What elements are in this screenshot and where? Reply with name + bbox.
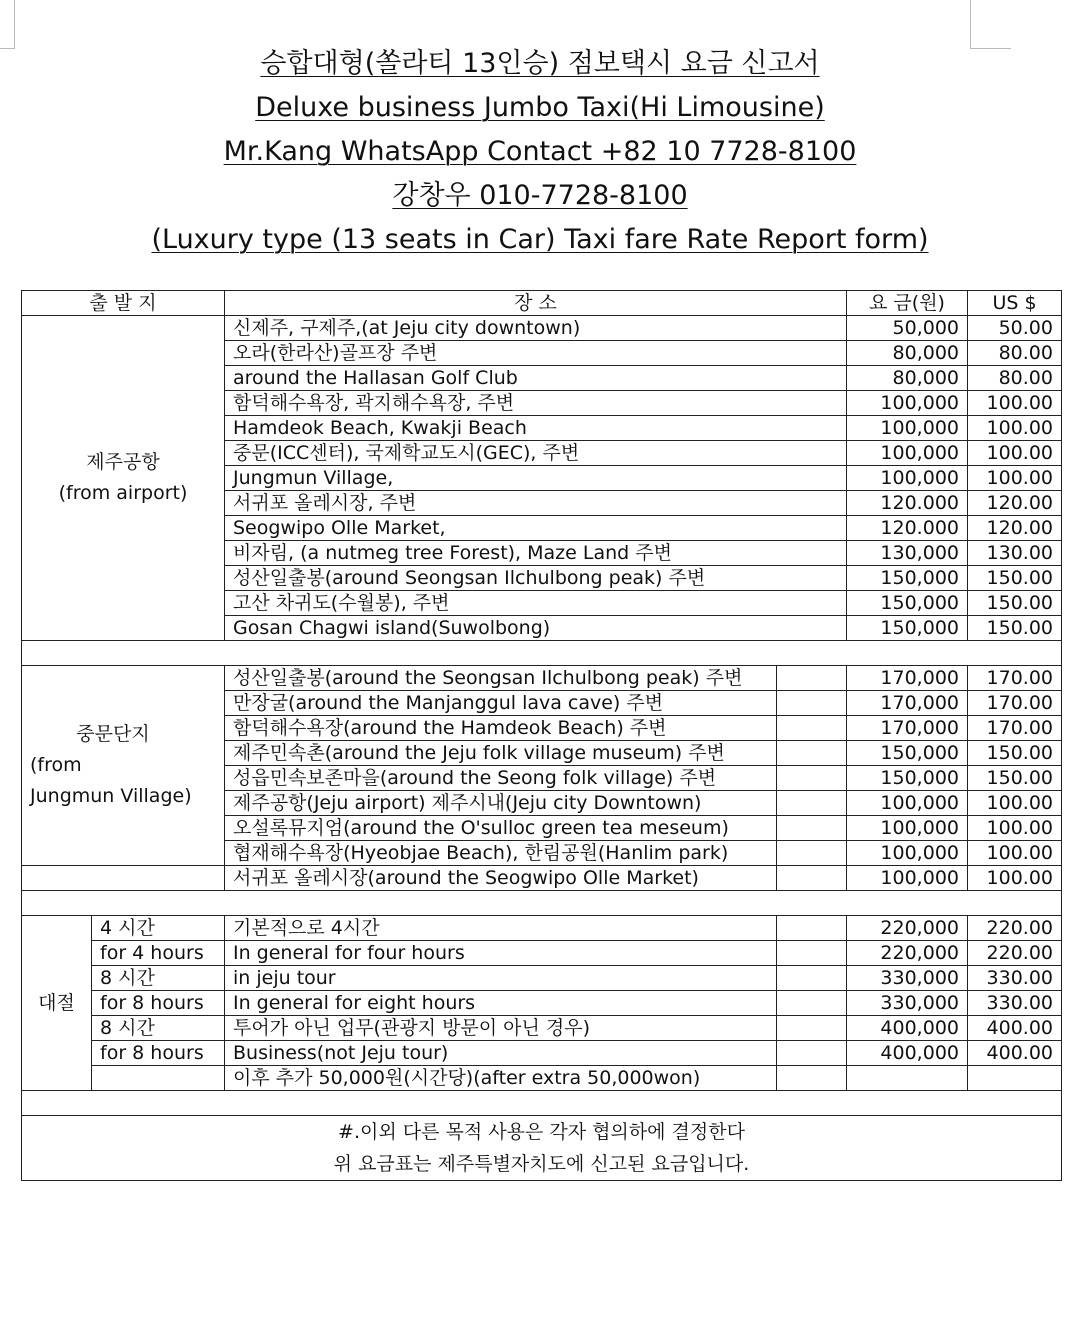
place-cell: Gosan Chagwi island(Suwolbong) <box>225 616 847 641</box>
won-cell: 100,000 <box>847 866 968 891</box>
notes-row <box>22 1116 1062 1181</box>
duration-cell: for 8 hours <box>92 1041 225 1066</box>
duration-cell: 4 시간 <box>92 916 225 941</box>
title-subtitle: (Luxury type (13 seats in Car) Taxi fare Rate Report form) <box>151 224 929 255</box>
won-cell: 170,000 <box>847 691 968 716</box>
usd-cell: 80.00 <box>968 341 1062 366</box>
won-cell: 100,000 <box>847 391 968 416</box>
won-cell: 220,000 <box>847 916 968 941</box>
won-cell: 170,000 <box>847 716 968 741</box>
description-cell: in jeju tour <box>225 966 777 991</box>
usd-cell: 170.00 <box>968 691 1062 716</box>
won-cell: 120.000 <box>847 516 968 541</box>
empty-cell <box>847 1066 968 1091</box>
empty-cell <box>777 941 847 966</box>
place-cell: 협재해수욕장(Hyeobjae Beach), 한림공원(Hanlim park) <box>225 841 777 866</box>
place-cell: 제주공항(Jeju airport) 제주시내(Jeju city Downtown) <box>225 791 777 816</box>
won-cell: 100,000 <box>847 791 968 816</box>
usd-cell: 330.00 <box>968 991 1062 1016</box>
place-cell: 만장굴(around the Manjanggul lava cave) 주변 <box>225 691 777 716</box>
won-cell: 100,000 <box>847 466 968 491</box>
table-row <box>22 316 1062 341</box>
origin-airport: 제주공항 (from airport) <box>22 316 225 641</box>
usd-cell: 220.00 <box>968 941 1062 966</box>
fare-table <box>21 290 1062 1181</box>
table-row <box>22 941 1062 966</box>
duration-cell: for 4 hours <box>92 941 225 966</box>
note-line: 위 요금표는 제주특별자치도에 신고된 요금입니다. <box>333 1153 750 1175</box>
place-cell: 성산일출봉(around the Seongsan Ilchulbong peak) 주변 <box>225 666 777 691</box>
place-cell: 비자림, (a nutmeg tree Forest), Maze Land 주변 <box>225 541 847 566</box>
spacer-row <box>22 641 1062 666</box>
empty-cell <box>22 866 225 891</box>
empty-cell <box>777 1016 847 1041</box>
won-cell: 150,000 <box>847 566 968 591</box>
table-row <box>22 1016 1062 1041</box>
usd-cell: 170.00 <box>968 666 1062 691</box>
table-row <box>22 991 1062 1016</box>
table-row <box>22 1041 1062 1066</box>
won-cell: 120.000 <box>847 491 968 516</box>
spacer-row <box>22 1091 1062 1116</box>
table-row <box>22 916 1062 941</box>
empty-cell <box>777 1041 847 1066</box>
place-cell: Hamdeok Beach, Kwakji Beach <box>225 416 847 441</box>
header-place: 장 소 <box>225 291 847 316</box>
won-cell: 100,000 <box>847 841 968 866</box>
place-cell: around the Hallasan Golf Club <box>225 366 847 391</box>
usd-cell: 100.00 <box>968 391 1062 416</box>
usd-cell: 120.00 <box>968 491 1062 516</box>
empty-cell <box>777 716 847 741</box>
place-cell: 오설록뮤지엄(around the O'sulloc green tea meseum) <box>225 816 777 841</box>
usd-cell: 100.00 <box>968 466 1062 491</box>
place-cell: Jungmun Village, <box>225 466 847 491</box>
title-english: Deluxe business Jumbo Taxi(Hi Limousine) <box>255 92 825 123</box>
title-korean: 승합대형(쏠라티 13인승) 점보택시 요금 신고서 <box>260 48 820 79</box>
place-cell: 성읍민속보존마을(around the Seong folk village) 주변 <box>225 766 777 791</box>
usd-cell: 150.00 <box>968 566 1062 591</box>
usd-cell: 150.00 <box>968 591 1062 616</box>
usd-cell: 100.00 <box>968 416 1062 441</box>
won-cell: 150,000 <box>847 616 968 641</box>
header-won: 요 금(원) <box>847 291 968 316</box>
note-line: #.이외 다른 목적 사용은 각자 협의하에 결정한다 <box>338 1121 745 1143</box>
origin-jungmun: 중문단지 (from Jungmun Village) <box>22 666 225 866</box>
table-row <box>22 666 1062 691</box>
place-cell: 서귀포 올레시장, 주변 <box>225 491 847 516</box>
usd-cell: 170.00 <box>968 716 1062 741</box>
won-cell: 220,000 <box>847 941 968 966</box>
usd-cell: 80.00 <box>968 366 1062 391</box>
empty-cell <box>777 916 847 941</box>
page-corner-mark <box>0 0 15 49</box>
usd-cell: 50.00 <box>968 316 1062 341</box>
empty-cell <box>777 1066 847 1091</box>
won-cell: 100,000 <box>847 816 968 841</box>
won-cell: 150,000 <box>847 591 968 616</box>
contact-whatsapp: Mr.Kang WhatsApp Contact +82 10 7728-8100 <box>223 136 857 167</box>
usd-cell: 150.00 <box>968 766 1062 791</box>
duration-cell: 8 시간 <box>92 1016 225 1041</box>
won-cell: 400,000 <box>847 1041 968 1066</box>
won-cell: 100,000 <box>847 441 968 466</box>
empty-cell <box>777 866 847 891</box>
place-cell: 고산 차귀도(수월봉), 주변 <box>225 591 847 616</box>
header-origin: 출 발 지 <box>22 291 225 316</box>
usd-cell: 100.00 <box>968 866 1062 891</box>
notes-cell <box>22 1116 1062 1181</box>
description-cell: In general for eight hours <box>225 991 777 1016</box>
contact-korean: 강창우 010-7728-8100 <box>392 180 688 211</box>
empty-cell <box>777 841 847 866</box>
empty-cell <box>777 666 847 691</box>
spacer-row <box>22 891 1062 916</box>
usd-cell: 400.00 <box>968 1041 1062 1066</box>
header-usd: US $ <box>968 291 1062 316</box>
empty-cell <box>777 691 847 716</box>
won-cell: 150,000 <box>847 741 968 766</box>
usd-cell: 400.00 <box>968 1016 1062 1041</box>
usd-cell: 150.00 <box>968 741 1062 766</box>
won-cell: 80,000 <box>847 341 968 366</box>
place-cell: 함덕해수욕장(around the Hamdeok Beach) 주변 <box>225 716 777 741</box>
won-cell: 170,000 <box>847 666 968 691</box>
empty-cell <box>777 991 847 1016</box>
empty-cell <box>777 966 847 991</box>
usd-cell: 100.00 <box>968 441 1062 466</box>
empty-cell <box>777 791 847 816</box>
table-row <box>22 1066 1062 1091</box>
place-cell: 신제주, 구제주,(at Jeju city downtown) <box>225 316 847 341</box>
description-cell: Business(not Jeju tour) <box>225 1041 777 1066</box>
extra-charge-cell: 이후 추가 50,000원(시간당)(after extra 50,000won) <box>225 1066 777 1091</box>
place-cell: Seogwipo Olle Market, <box>225 516 847 541</box>
usd-cell: 130.00 <box>968 541 1062 566</box>
duration-cell: 8 시간 <box>92 966 225 991</box>
empty-cell <box>92 1066 225 1091</box>
won-cell: 80,000 <box>847 366 968 391</box>
usd-cell: 120.00 <box>968 516 1062 541</box>
usd-cell: 100.00 <box>968 816 1062 841</box>
usd-cell: 100.00 <box>968 841 1062 866</box>
usd-cell: 220.00 <box>968 916 1062 941</box>
usd-cell: 330.00 <box>968 966 1062 991</box>
description-cell: 투어가 아닌 업무(관광지 방문이 아닌 경우) <box>225 1016 777 1041</box>
usd-cell: 150.00 <box>968 616 1062 641</box>
won-cell: 150,000 <box>847 766 968 791</box>
description-cell: In general for four hours <box>225 941 777 966</box>
table-header-row <box>22 291 1062 316</box>
place-cell: 오라(한라산)골프장 주변 <box>225 341 847 366</box>
place-cell: 제주민속촌(around the Jeju folk village museum) 주변 <box>225 741 777 766</box>
won-cell: 100,000 <box>847 416 968 441</box>
empty-cell <box>777 766 847 791</box>
won-cell: 330,000 <box>847 966 968 991</box>
place-cell: 중문(ICC센터), 국제학교도시(GEC), 주변 <box>225 441 847 466</box>
won-cell: 400,000 <box>847 1016 968 1041</box>
empty-cell <box>968 1066 1062 1091</box>
description-cell: 기본적으로 4시간 <box>225 916 777 941</box>
place-cell: 함덕해수욕장, 곽지해수욕장, 주변 <box>225 391 847 416</box>
charter-label: 대절 <box>22 916 92 1091</box>
empty-cell <box>777 816 847 841</box>
place-cell: 성산일출봉(around Seongsan Ilchulbong peak) 주변 <box>225 566 847 591</box>
page-corner-mark <box>970 0 1011 49</box>
place-cell: 서귀포 올레시장(around the Seogwipo Olle Market) <box>225 866 777 891</box>
usd-cell: 100.00 <box>968 791 1062 816</box>
won-cell: 330,000 <box>847 991 968 1016</box>
won-cell: 130,000 <box>847 541 968 566</box>
table-row <box>22 966 1062 991</box>
duration-cell: for 8 hours <box>92 991 225 1016</box>
won-cell: 50,000 <box>847 316 968 341</box>
table-row <box>22 866 1062 891</box>
empty-cell <box>777 741 847 766</box>
